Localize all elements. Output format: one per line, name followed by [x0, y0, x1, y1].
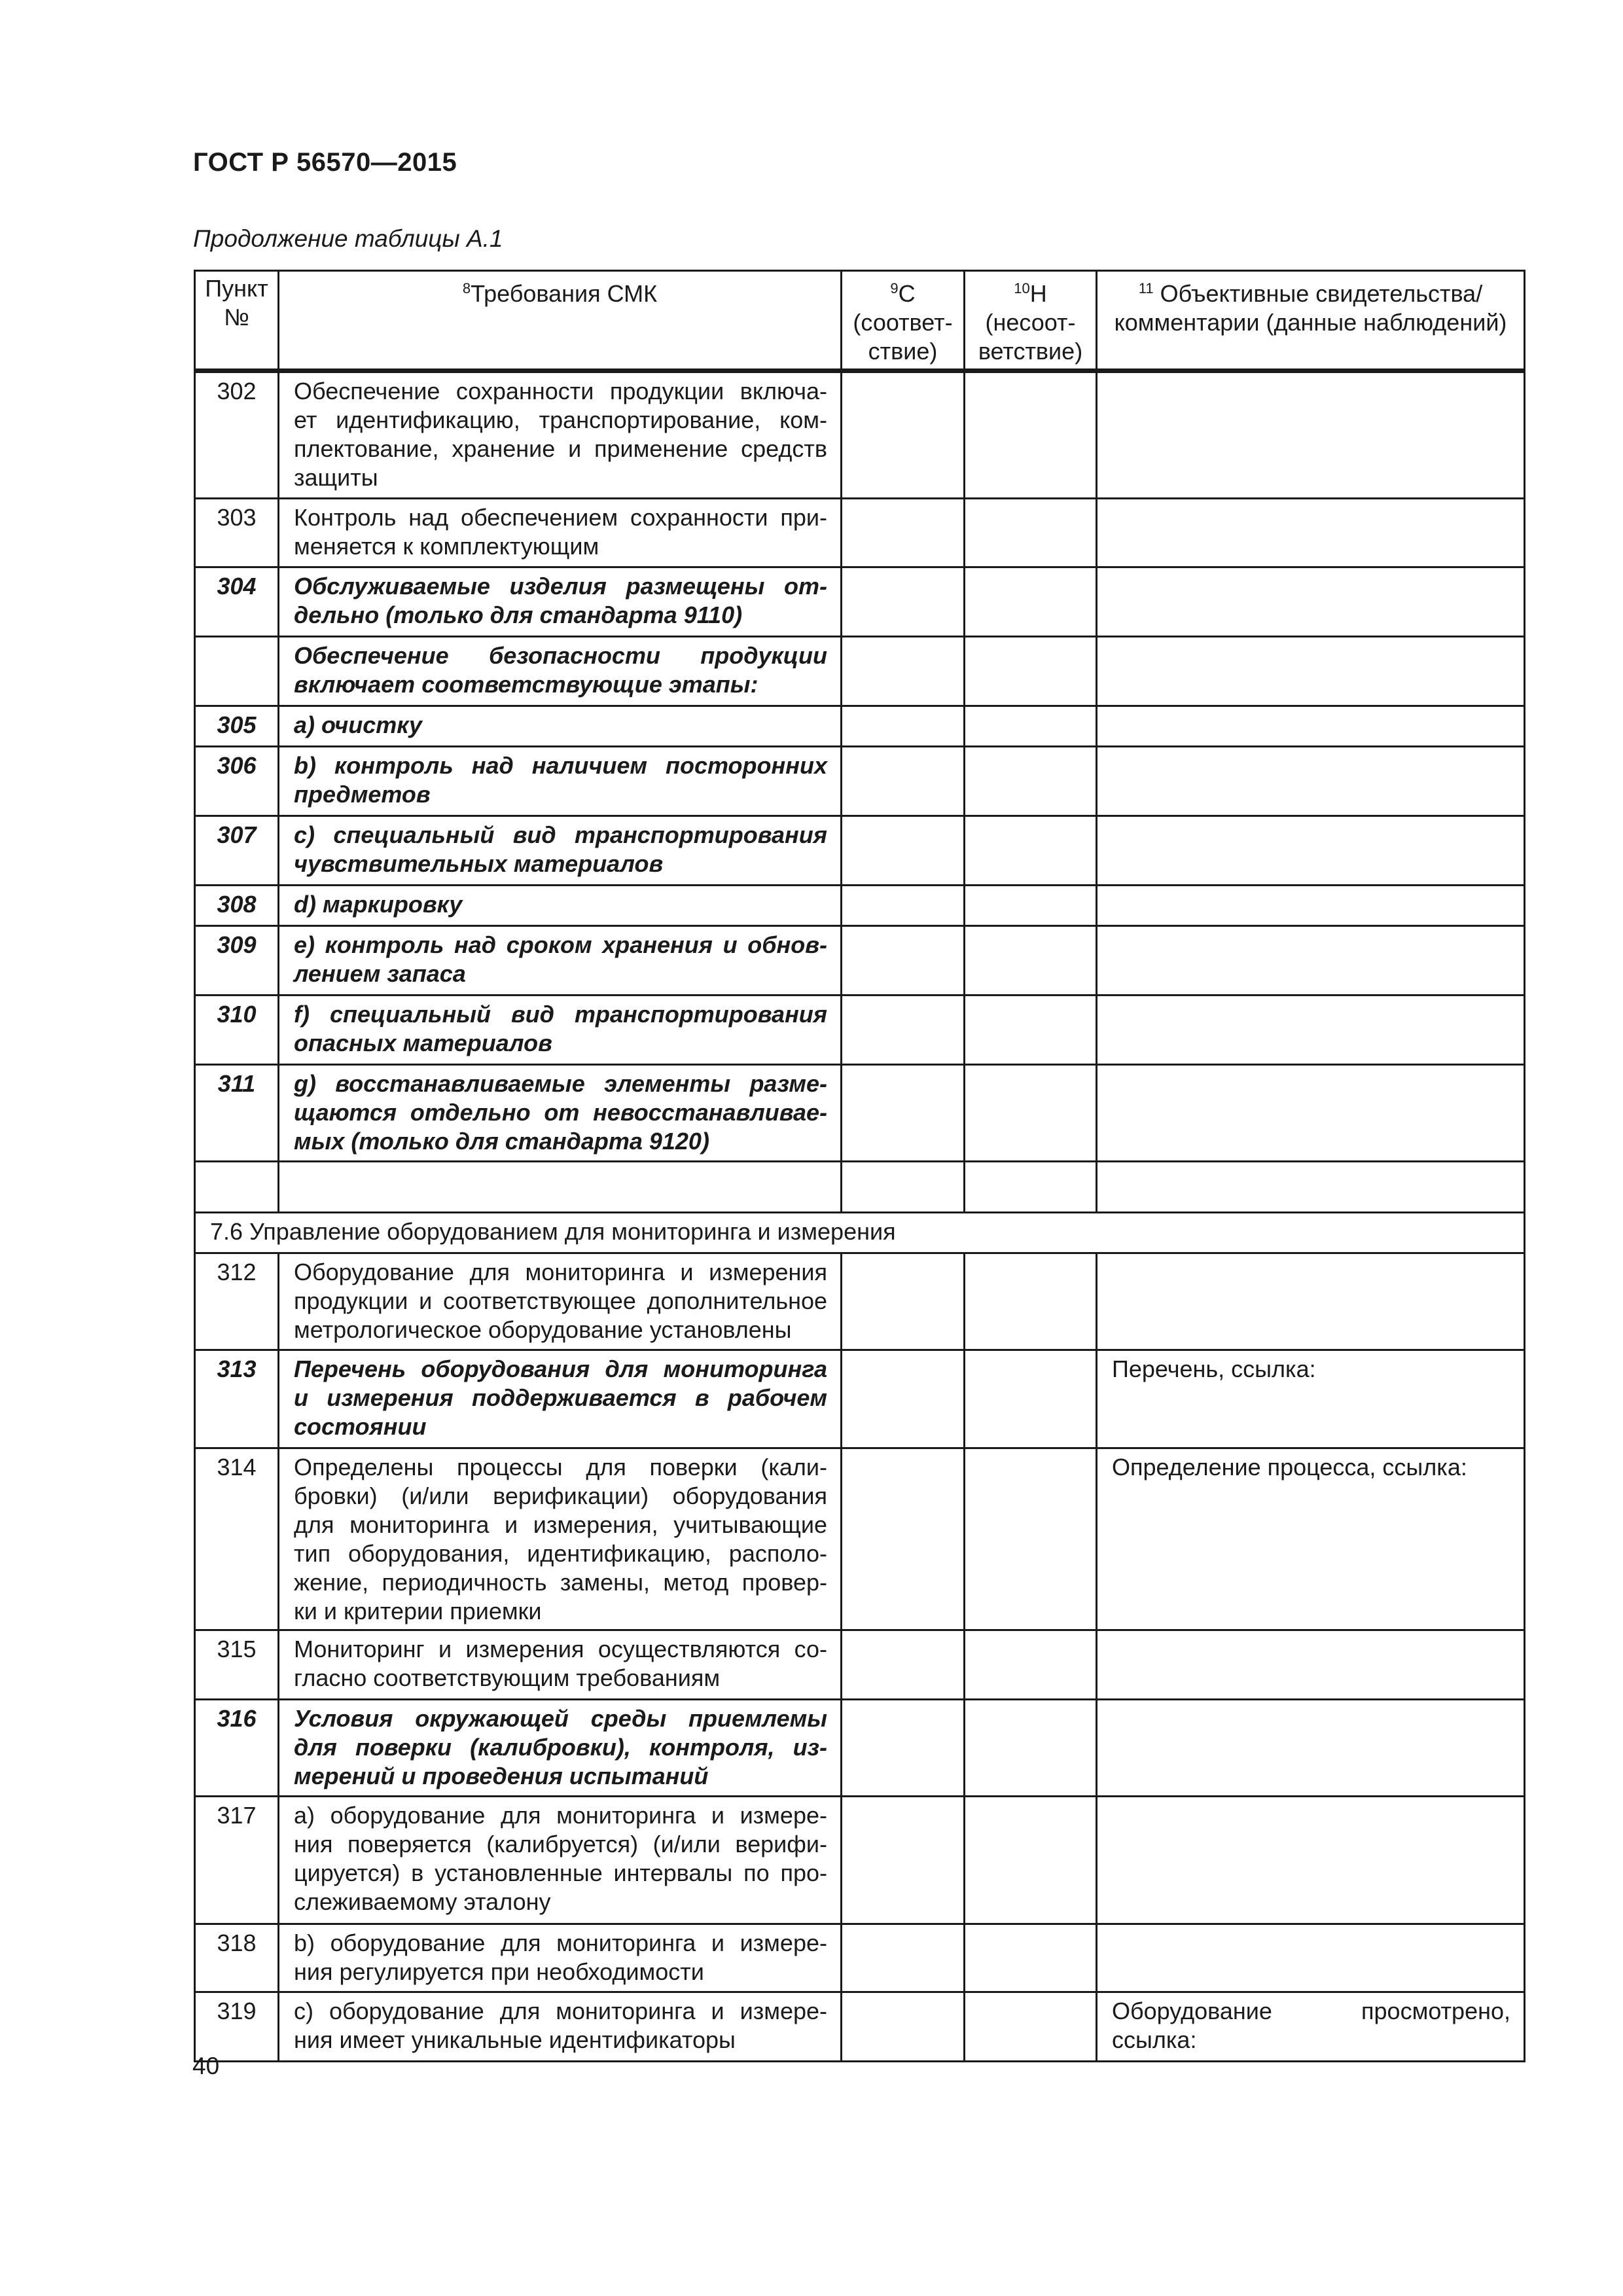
requirement-text-line: Условия окружающей среды приемлемы [294, 1705, 827, 1732]
nonconformity-cell [965, 747, 1097, 816]
requirement-text-line: слеживаемому эталону [294, 1888, 551, 1915]
item-number-cell: 314 [195, 1448, 279, 1630]
requirement-text-line: для поверки (калибровки), контроля, из- [294, 1734, 827, 1761]
requirement-text-line: Перечень оборудования для мониторинга [294, 1355, 827, 1382]
requirement-text-line: g) восстанавливаемые элементы разме- [294, 1070, 827, 1097]
evidence-text-line: Определение процесса, ссылка: [1112, 1454, 1467, 1480]
item-number-cell: 308 [195, 886, 279, 926]
item-number-cell: 318 [195, 1924, 279, 1992]
evidence-cell [1097, 371, 1525, 499]
evidence-cell [1097, 1162, 1525, 1213]
table-row [195, 1992, 1525, 2062]
requirement-cell [279, 1797, 842, 1924]
requirement-text-line: предметов [294, 781, 431, 808]
requirement-text-line: Обеспечение безопасности продукции [294, 642, 827, 669]
nonconformity-cell [965, 1797, 1097, 1924]
nonconformity-cell [965, 371, 1097, 499]
requirement-text-line: состоянии [294, 1413, 427, 1440]
item-number-cell: 313 [195, 1350, 279, 1448]
requirement-text-line: метрологическое оборудование установлены [294, 1316, 792, 1343]
table-row [195, 996, 1525, 1065]
requirement-text-line: бровки) (и/или верификации) оборудования [294, 1482, 827, 1509]
requirement-text-line: для мониторинга и измерения, учитывающие [294, 1511, 827, 1538]
requirement-text-line: лением запаса [294, 960, 466, 987]
conformity-cell [842, 1253, 965, 1350]
item-number-cell: 302 [195, 371, 279, 499]
requirement-text-line: е) контроль над сроком хранения и обнов- [294, 931, 827, 958]
nonconformity-cell [965, 567, 1097, 637]
conformity-cell [842, 816, 965, 886]
requirement-text-line: и измерения поддерживается в рабочем [294, 1384, 827, 1411]
requirement-text-line: чувствительных материалов [294, 850, 664, 877]
nonconformity-cell [965, 637, 1097, 706]
requirement-cell [279, 1448, 842, 1630]
conformity-cell [842, 499, 965, 567]
evidence-cell [1097, 706, 1525, 747]
requirement-text-line: ния регулируется при необходимости [294, 1958, 704, 1985]
requirement-cell [279, 1253, 842, 1350]
table-row [195, 886, 1525, 926]
evidence-cell [1097, 996, 1525, 1065]
table-row [195, 1448, 1525, 1630]
table-header-row [195, 271, 1525, 371]
nonconformity-cell [965, 886, 1097, 926]
table-row [195, 706, 1525, 747]
evidence-cell [1097, 567, 1525, 637]
requirement-cell [279, 747, 842, 816]
conformity-cell [842, 706, 965, 747]
item-number-cell: 311 [195, 1065, 279, 1162]
requirement-cell [279, 1700, 842, 1797]
nonconformity-cell [965, 1700, 1097, 1797]
nonconformity-cell [965, 816, 1097, 886]
requirement-text-line: Определены процессы для поверки (кали- [294, 1454, 827, 1480]
requirement-text-line: дельно (только для стандарта 9110) [294, 601, 743, 628]
requirement-text-line: щаются отдельно от невосстанавливае- [294, 1099, 827, 1126]
table-caption: Продолжение таблицы А.1 [193, 225, 503, 252]
table-row [195, 1162, 1525, 1213]
requirement-text-line: с) специальный вид транспортирования [294, 821, 827, 848]
requirement-text-line: Обслуживаемые изделия размещены от- [294, 573, 827, 600]
evidence-cell [1097, 1350, 1525, 1448]
requirement-text-line: Мониторинг и измерения осуществляются со- [294, 1636, 827, 1662]
conformity-cell [842, 886, 965, 926]
conformity-cell [842, 1630, 965, 1700]
requirement-text-line: b) оборудование для мониторинга и измере- [294, 1929, 827, 1956]
requirement-cell [279, 1630, 842, 1700]
conformity-cell [842, 1924, 965, 1992]
item-number-cell: 315 [195, 1630, 279, 1700]
table-row [195, 1630, 1525, 1700]
evidence-cell [1097, 1065, 1525, 1162]
requirement-text-line: Оборудование для мониторинга и измерения [294, 1259, 827, 1285]
evidence-cell [1097, 816, 1525, 886]
conformity-cell [842, 747, 965, 816]
requirement-cell [279, 926, 842, 996]
table-row [195, 1797, 1525, 1924]
conformity-cell [842, 996, 965, 1065]
item-number-cell: 305 [195, 706, 279, 747]
evidence-cell [1097, 747, 1525, 816]
evidence-cell [1097, 1992, 1525, 2062]
evidence-cell [1097, 1630, 1525, 1700]
requirement-text-line: опасных материалов [294, 1030, 552, 1056]
evidence-cell [1097, 886, 1525, 926]
nonconformity-cell [965, 996, 1097, 1065]
item-number-cell: 310 [195, 996, 279, 1065]
requirement-text-line: меняется к комплектующим [294, 533, 599, 560]
requirement-text-line: цируется) в установленные интервалы по про- [294, 1859, 827, 1886]
nonconformity-cell [965, 706, 1097, 747]
evidence-text-line: Перечень, ссылка: [1112, 1355, 1316, 1382]
requirement-cell [279, 1992, 842, 2062]
table-row [195, 637, 1525, 706]
item-number-cell: 319 [195, 1992, 279, 2062]
table-row [195, 1700, 1525, 1797]
header-qms-requirements: $^8$Требования СМК [279, 271, 842, 371]
requirement-text-line: Контроль над обеспечением сохранности при- [294, 504, 827, 531]
requirement-text-line: f) специальный вид транспортирования [294, 1001, 827, 1028]
requirements-table [194, 270, 1525, 2062]
evidence-text-line: Оборудование просмотрено, [1112, 1998, 1510, 2024]
requirement-text-line: b) контроль над наличием посторонних [294, 752, 827, 779]
requirement-text-line: с) оборудование для мониторинга и измере- [294, 1998, 827, 2024]
evidence-cell [1097, 926, 1525, 996]
requirement-text-line: Обеспечение сохранности продукции включа- [294, 378, 827, 404]
conformity-cell [842, 1162, 965, 1213]
nonconformity-cell [965, 1630, 1097, 1700]
requirement-text-line: ния имеет уникальные идентификаторы [294, 2026, 736, 2053]
header-item-number: Пункт № [195, 271, 279, 371]
header-nonconformity: $^{10}$Н (несоот- ветствие) [965, 271, 1097, 371]
document-code: ГОСТ Р 56570—2015 [193, 148, 457, 177]
item-number-cell: 312 [195, 1253, 279, 1350]
requirement-text-line: жение, периодичность замены, метод провер- [294, 1569, 827, 1596]
evidence-cell [1097, 1253, 1525, 1350]
item-number-cell: 307 [195, 816, 279, 886]
item-number-cell: 303 [195, 499, 279, 567]
requirement-text-line: ки и критерии приемки [294, 1598, 542, 1624]
item-number-cell: 304 [195, 567, 279, 637]
requirement-cell [279, 499, 842, 567]
nonconformity-cell [965, 926, 1097, 996]
table-row [195, 567, 1525, 637]
requirement-cell [279, 567, 842, 637]
evidence-cell [1097, 1797, 1525, 1924]
conformity-cell [842, 926, 965, 996]
conformity-cell [842, 1065, 965, 1162]
requirement-text-line: а) оборудование для мониторинга и измере- [294, 1802, 827, 1829]
requirement-cell [279, 816, 842, 886]
nonconformity-cell [965, 1448, 1097, 1630]
requirement-cell [279, 637, 842, 706]
table-row [195, 1350, 1525, 1448]
nonconformity-cell [965, 1065, 1097, 1162]
evidence-cell [1097, 1700, 1525, 1797]
requirement-cell [279, 1065, 842, 1162]
requirement-text-line: тип оборудования, идентификацию, располо- [294, 1540, 827, 1567]
nonconformity-cell [965, 1350, 1097, 1448]
item-number-cell [195, 1162, 279, 1213]
evidence-cell [1097, 499, 1525, 567]
page-number: 40 [192, 2053, 220, 2079]
evidence-text-line: ссылка: [1112, 2026, 1197, 2053]
requirement-cell [279, 1162, 842, 1213]
item-number-cell: 316 [195, 1700, 279, 1797]
section-heading-row [195, 1213, 1525, 1253]
section-heading: 7.6 Управление оборудованием для мониторинга и измерения [195, 1213, 1525, 1253]
requirement-cell [279, 706, 842, 747]
table-row [195, 1253, 1525, 1350]
evidence-cell [1097, 637, 1525, 706]
item-number-cell [195, 637, 279, 706]
item-number-cell: 306 [195, 747, 279, 816]
header-conformity: $^9$С (соответ- ствие) [842, 271, 965, 371]
conformity-cell [842, 637, 965, 706]
item-number-cell: 309 [195, 926, 279, 996]
nonconformity-cell [965, 1924, 1097, 1992]
requirement-text-line: а) очистку [294, 711, 422, 738]
conformity-cell [842, 1350, 965, 1448]
requirement-text-line: включает соответствующие этапы: [294, 671, 758, 698]
requirement-text-line: плектование, хранение и применение средств [294, 435, 827, 462]
conformity-cell [842, 371, 965, 499]
nonconformity-cell [965, 499, 1097, 567]
requirement-text-line: мерений и проведения испытаний [294, 1763, 709, 1789]
requirement-cell [279, 886, 842, 926]
table-row [195, 816, 1525, 886]
requirement-cell [279, 1924, 842, 1992]
table-row [195, 1065, 1525, 1162]
table-row [195, 747, 1525, 816]
evidence-cell [1097, 1448, 1525, 1630]
requirement-text-line: ет идентификацию, транспортирование, ком- [294, 406, 827, 433]
requirement-cell [279, 371, 842, 499]
requirement-text-line: мых (только для стандарта 9120) [294, 1128, 709, 1155]
header-objective-evidence: $^{11}$ Объективные свидетельства/ комментарии (данные наблюдений) [1097, 271, 1525, 371]
table-row [195, 926, 1525, 996]
requirement-text-line: ния поверяется (калибруется) (и/или верифи- [294, 1831, 827, 1857]
requirement-text-line: продукции и соответствующее дополнительное [294, 1287, 827, 1314]
requirement-cell [279, 1350, 842, 1448]
requirement-text-line: защиты [294, 464, 378, 491]
evidence-cell [1097, 1924, 1525, 1992]
nonconformity-cell [965, 1162, 1097, 1213]
conformity-cell [842, 1797, 965, 1924]
conformity-cell [842, 1448, 965, 1630]
requirement-cell [279, 996, 842, 1065]
conformity-cell [842, 1700, 965, 1797]
table-row [195, 499, 1525, 567]
conformity-cell [842, 567, 965, 637]
nonconformity-cell [965, 1253, 1097, 1350]
nonconformity-cell [965, 1992, 1097, 2062]
table-row [195, 1924, 1525, 1992]
table-row [195, 371, 1525, 499]
requirement-text-line: d) маркировку [294, 891, 463, 918]
conformity-cell [842, 1992, 965, 2062]
item-number-cell: 317 [195, 1797, 279, 1924]
requirement-text-line: гласно соответствующим требованиям [294, 1664, 721, 1691]
